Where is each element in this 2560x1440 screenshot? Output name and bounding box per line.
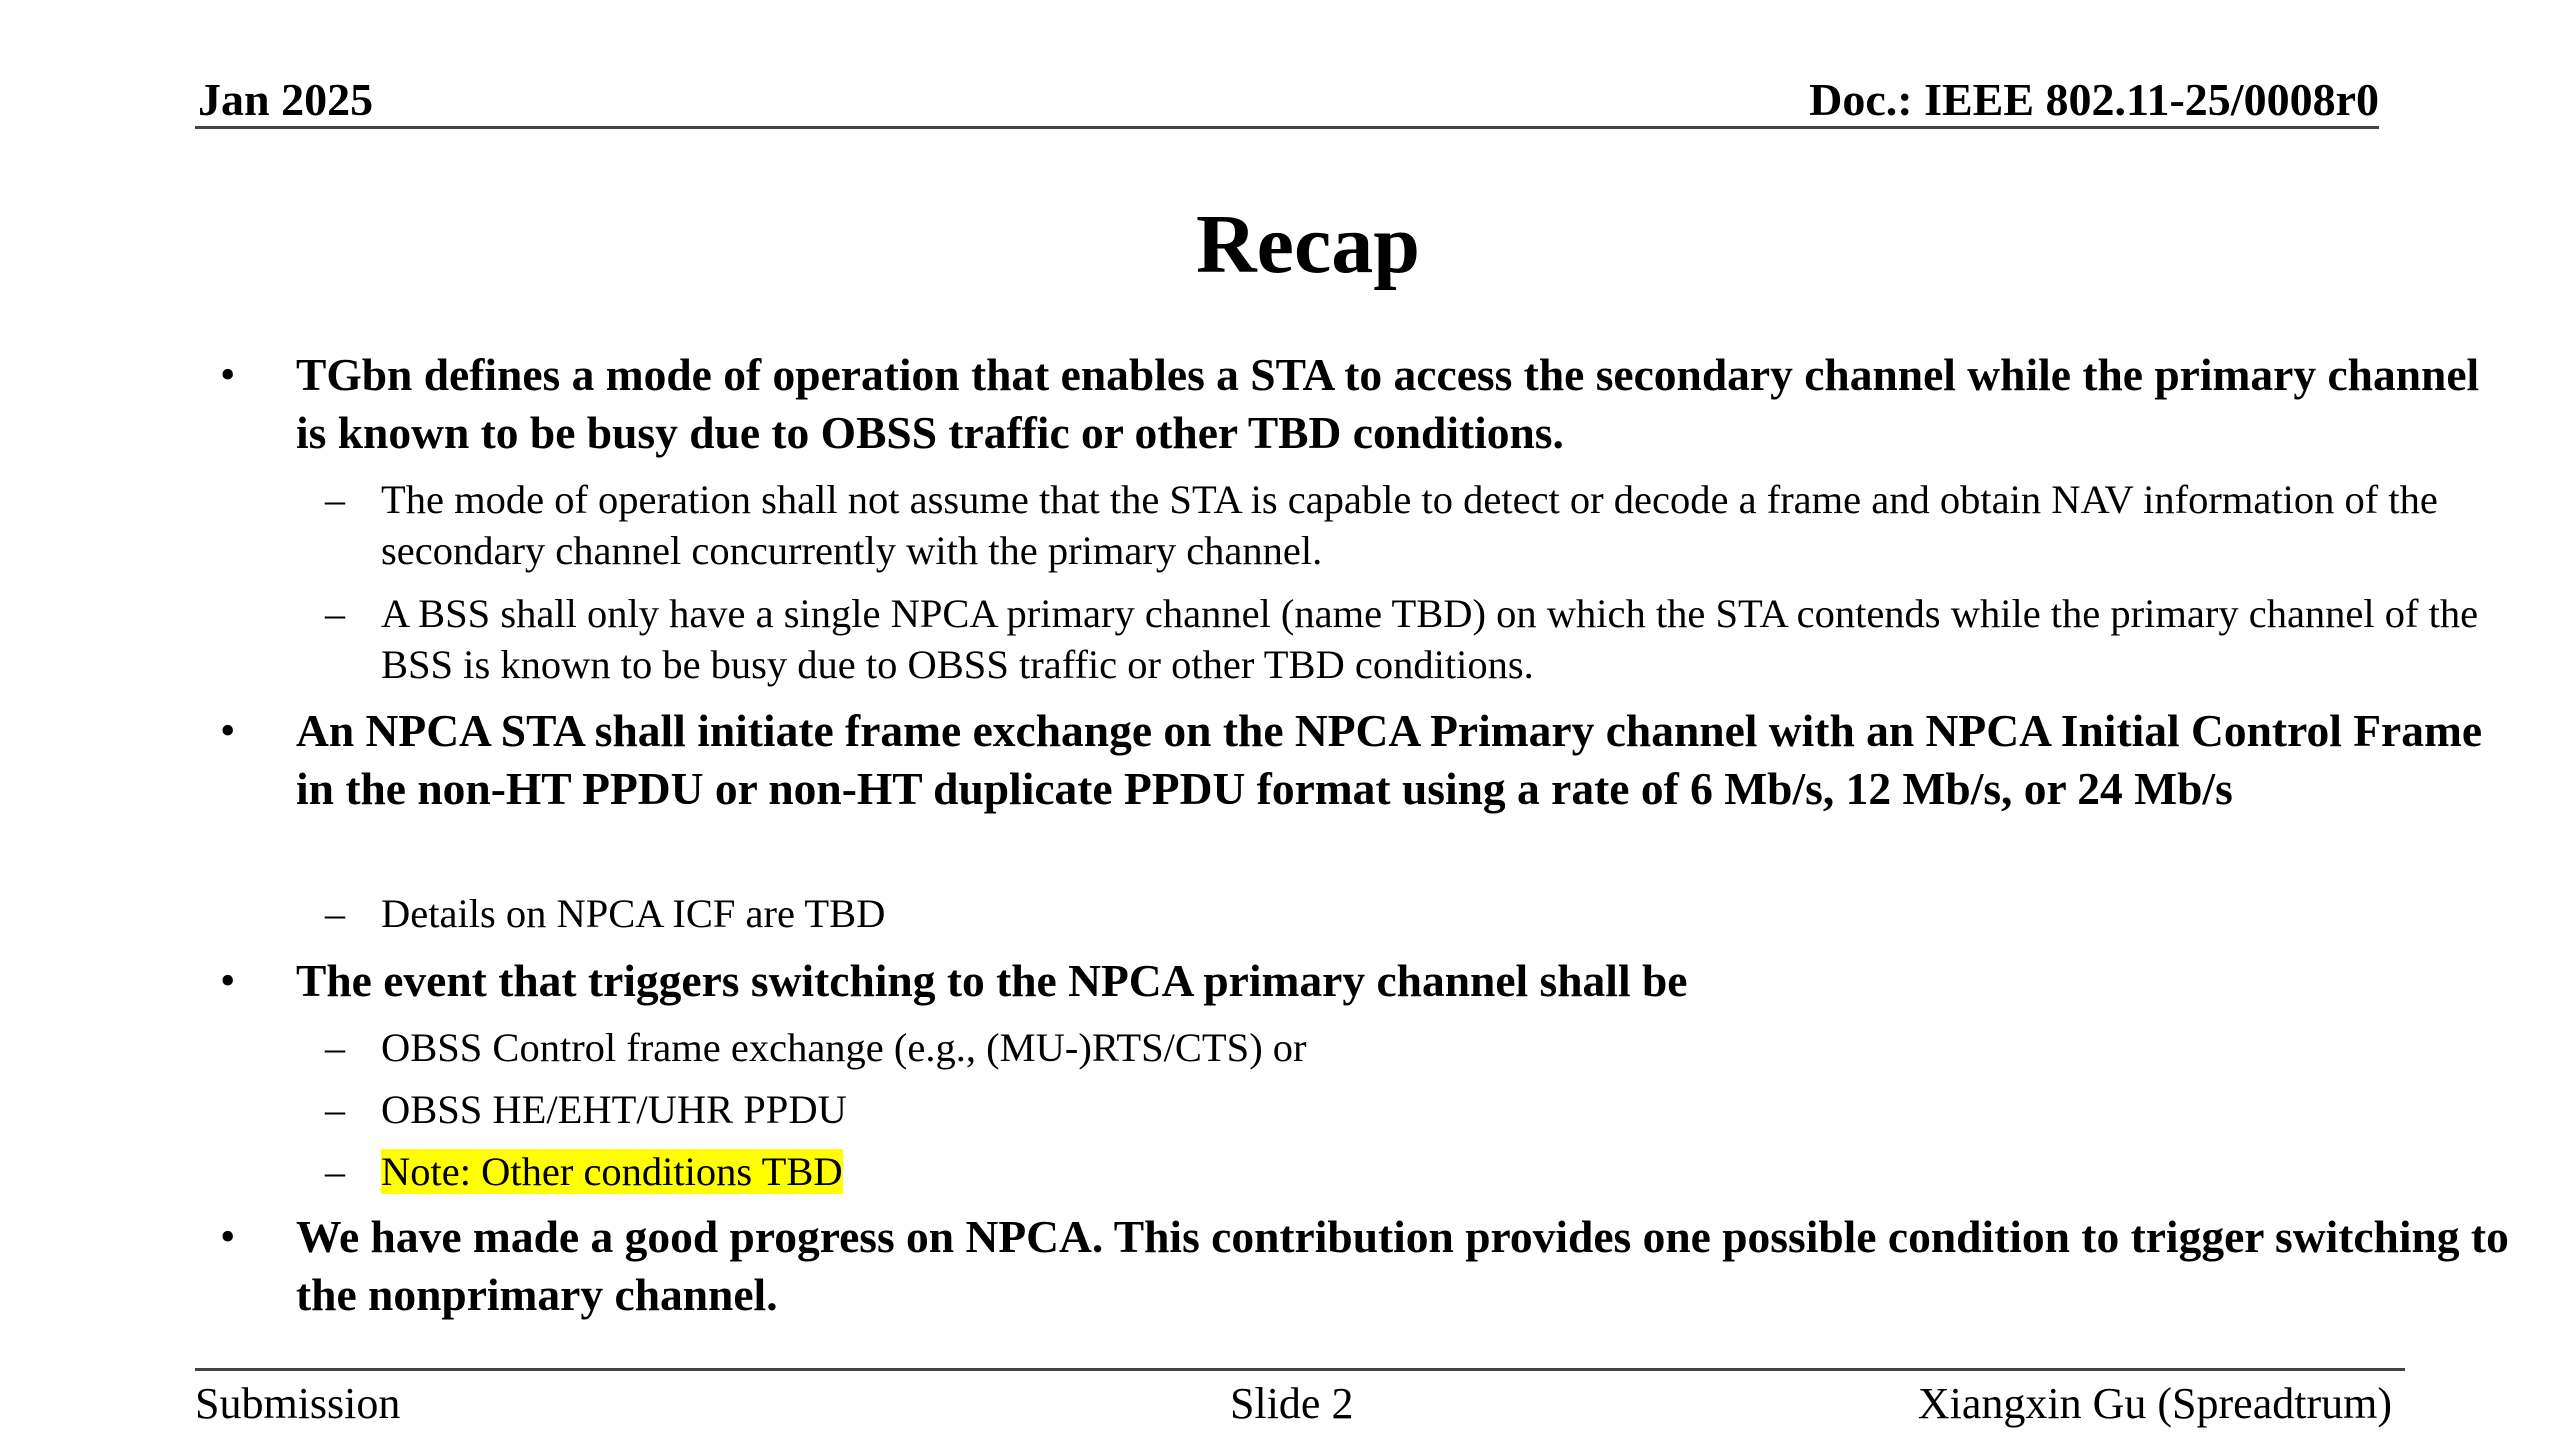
- sub-bullet-3-1: [325, 1022, 2501, 1073]
- bullet-4: [220, 1208, 2516, 1324]
- sub-bullet-1-2-text: A BSS shall only have a single NPCA primary channel (name TBD) on which the STA contends while the primary channel of the BSS is known to be busy due to OBSS traffic or other TBD conditions.: [381, 591, 2479, 687]
- sub-bullet-1-2: [325, 588, 2501, 690]
- sub-bullet-3-2-text: OBSS HE/EHT/UHR PPDU: [381, 1087, 847, 1132]
- bullet-3-text: The event that triggers switching to the NPCA primary channel shall be: [296, 955, 1688, 1006]
- footer-slide-number: Slide 2: [1230, 1379, 1354, 1428]
- sub-bullet-2-1-text: Details on NPCA ICF are TBD: [381, 891, 886, 936]
- header-divider: [195, 126, 2379, 129]
- sub-bullet-3-3: [325, 1146, 2501, 1197]
- bullet-4-text: We have made a good progress on NPCA. This contribution provides one possible condition to trigger switching to the nonprimary channel.: [296, 1211, 2509, 1320]
- header-doc-id: Doc.: IEEE 802.11-25/0008r0: [1809, 74, 2379, 125]
- bullet-2-text: An NPCA STA shall initiate frame exchange on the NPCA Primary channel with an NPCA Initial Control Frame in the non-HT PPDU or non-HT duplicate PPDU format using a rate of 6 Mb/s, 12 Mb/s, or 24 Mb/s: [296, 705, 2483, 814]
- dash-marker: –: [325, 1025, 345, 1070]
- dash-marker: –: [325, 891, 345, 936]
- bullet-1: [220, 346, 2516, 462]
- dash-marker: –: [325, 1149, 345, 1194]
- sub-bullet-3-2: [325, 1084, 2501, 1135]
- bullet-marker: •: [220, 350, 236, 399]
- bullet-marker: •: [220, 956, 236, 1005]
- bullet-3: [220, 952, 2516, 1010]
- dash-marker: –: [325, 477, 345, 522]
- slide-title: Recap: [1196, 198, 1420, 291]
- footer-submission: Submission: [195, 1379, 401, 1428]
- sub-bullet-2-1: [325, 888, 2501, 939]
- bullet-1-text: TGbn defines a mode of operation that enables a STA to access the secondary channel while the primary channel is known to be busy due to OBSS traffic or other TBD conditions.: [296, 349, 2480, 458]
- sub-bullet-1-1: [325, 474, 2501, 576]
- header-date: Jan 2025: [198, 74, 374, 125]
- bullet-marker: •: [220, 706, 236, 755]
- bullet-2: [220, 702, 2516, 818]
- footer-author: Xiangxin Gu (Spreadtrum): [1917, 1379, 2392, 1428]
- dash-marker: –: [325, 1087, 345, 1132]
- bullet-marker: •: [220, 1212, 236, 1261]
- sub-bullet-3-1-text: OBSS Control frame exchange (e.g., (MU-)RTS/CTS) or: [381, 1025, 1307, 1070]
- footer-divider: [195, 1368, 2405, 1371]
- sub-bullet-1-1-text: The mode of operation shall not assume that the STA is capable to detect or decode a frame and obtain NAV information of the secondary channel concurrently with the primary channel.: [381, 477, 2438, 573]
- highlighted-note: Note: Other conditions TBD: [381, 1149, 843, 1194]
- dash-marker: –: [325, 591, 345, 636]
